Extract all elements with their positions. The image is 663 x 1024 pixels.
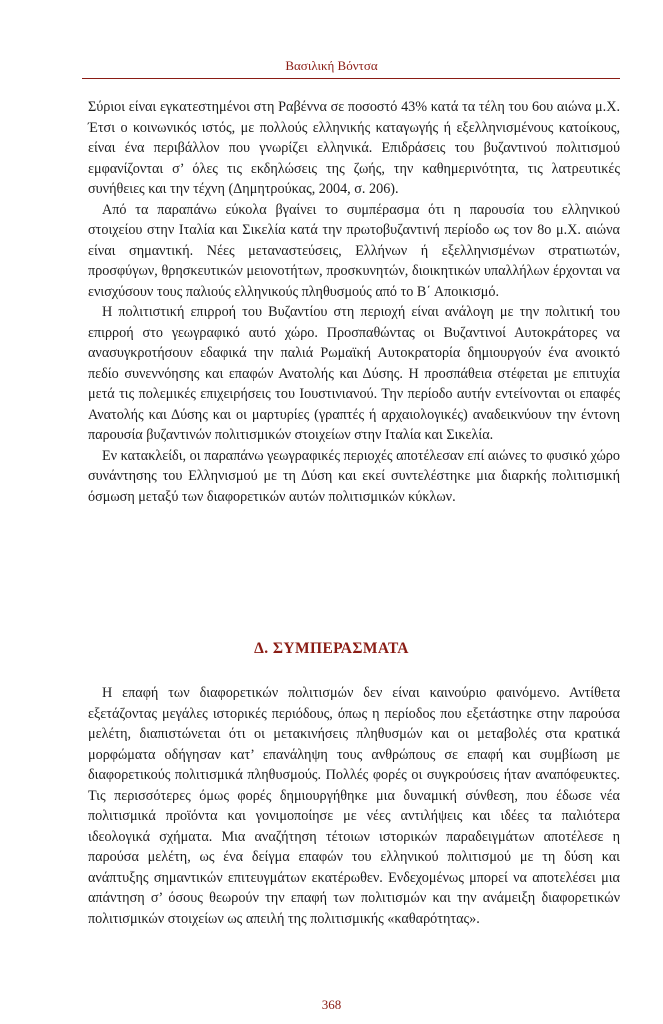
paragraph-1: Σύριοι είναι εγκατεστημένοι στη Ραβέννα σε ποσοστό 43% κατά τα τέλη του 6ου αιώνα μ.Χ. Έτσι ο κοινωνικός ιστός, με πολλούς ελληνικής καταγωγής ή εξελληνισμένους κατοίκους, είναι ένα περιβάλλον που γνωρίζει ελληνικά. Επιδράσεις του βυζαντινού πολιτισμού εμφανίζονται σ’ όλες τις εκδηλώσεις της ζωής, την καθημερινότητα, τις λατρευτικές συνήθειες και την τέχνη (Δημητρούκας, 2004, σ. 206). [88,99,620,197]
paragraph-4: Εν κατακλείδι, οι παραπάνω γεωγραφικές περιοχές αποτέλεσαν επί αιώνες το φυσικό χώρο συνάντησης του Ελληνισμού με τη Δύση και εκεί συντελέστηκε μια διαρκής πολιτισμική όσμωση μεταξύ των διαφορετικών αυτών πολιτισμικών κύκλων. [88,447,620,505]
conclusions-text [88,683,620,929]
paragraph-3: Η πολιτιστική επιρροή του Βυζαντίου στη περιοχή είναι ανάλογη με την πολιτική του επιρροή στο γεωγραφικό αυτό χώρο. Προσπαθώντας οι Βυζαντινοί Αυτοκράτορες να ανασυγκροτήσουν εδαφικά την παλιά Ρωμαϊκή Αυτοκρατορία δημιουργούν ένα ανοικτό πεδίο συνεννόησης και επαφών Ανατολής και Δύσης. Η προσπάθεια στέφεται με επιτυχία μετά τις πολεμικές επιχειρήσεις του Ιουστινιανού. Την περίοδο αυτήν εντείνονται οι επαφές Ανατολής και Δύσης και οι μαρτυρίες (γραπτές ή αρχαιολογικές) αναδεικνύουν την έντονη παρουσία βυζαντινών πολιτισμικών στοιχείων στην Ιταλία και Σικελία. [88,304,620,443]
section-heading: Δ. ΣΥΜΠΕΡΑΣΜΑΤΑ [254,640,409,657]
body-text [88,97,620,507]
running-head: Βασιλική Βόντσα [285,58,378,73]
page-number: 368 [321,997,342,1012]
paragraph-2: Από τα παραπάνω εύκολα βγαίνει το συμπέρασμα ότι η παρουσία του ελληνικού στοιχείου στην Ιταλία και Σικελία κατά την πρωτοβυζαντινή περίοδο ως τον 8ο μ.Χ. αιώνα είναι σημαντική. Νέες μεταναστεύσεις, Ελλήνων ή εξελληνισμένων στρατιωτών, προσφύγων, θρησκευτικών μειονοτήτων, προσκυνητών, διοικητικών υπαλλήλων έρχονται να ενισχύσουν τους παλιούς ελληνικούς πληθυσμούς από το Β΄ Αποικισμό. [88,201,620,300]
header-rule [82,78,620,79]
conclusions-paragraph: Η επαφή των διαφορετικών πολιτισμών δεν είναι καινούριο φαινόμενο. Αντίθετα εξετάζοντας μεγάλες ιστορικές περιόδους, όπως η περίοδος που εξετάστηκε στην παρούσα μελέτη, διαπιστώνεται ότι οι μετακινήσεις πληθυσμών και οι μεταβολές στα κρατικά μορφώματα οδήγησαν κατ’ επανάληψη τους ανθρώπους σε επαφή και συμβίωση με διαφορετικούς πολιτισμικά πληθυσμούς. Πολλές φορές οι συγκρούσεις ήταν αναπόφευκτες. Τις περισσότερες όμως φορές δημιουργήθηκε μια δυναμική σύνθεση, που έδωσε νέα πολιτισμικά προϊόντα και γονιμοποίησε με νέες αντιλήψεις και ιδέες τα παλιότερα ιδεολογικά σχήματα. Μια αναζήτηση τέτοιων ιστορικών παραδειγμάτων αποτέλεσε η παρούσα μελέτη, ως ένα δείγμα επαφών του ελληνικού πολιτισμού με τη δύση και ανάπτυξης σημαντικών επιτευγμάτων εκατέρωθεν. Ενδεχομένως μπορεί να αποτελέσει μια απάντηση σ’ όσους θεωρούν την επαφή των πολιτισμών και την ανάμειξη διαφορετικών πολιτισμικών στοιχείων ως απειλή της πολιτισμικής «καθαρότητας». [88,685,620,927]
